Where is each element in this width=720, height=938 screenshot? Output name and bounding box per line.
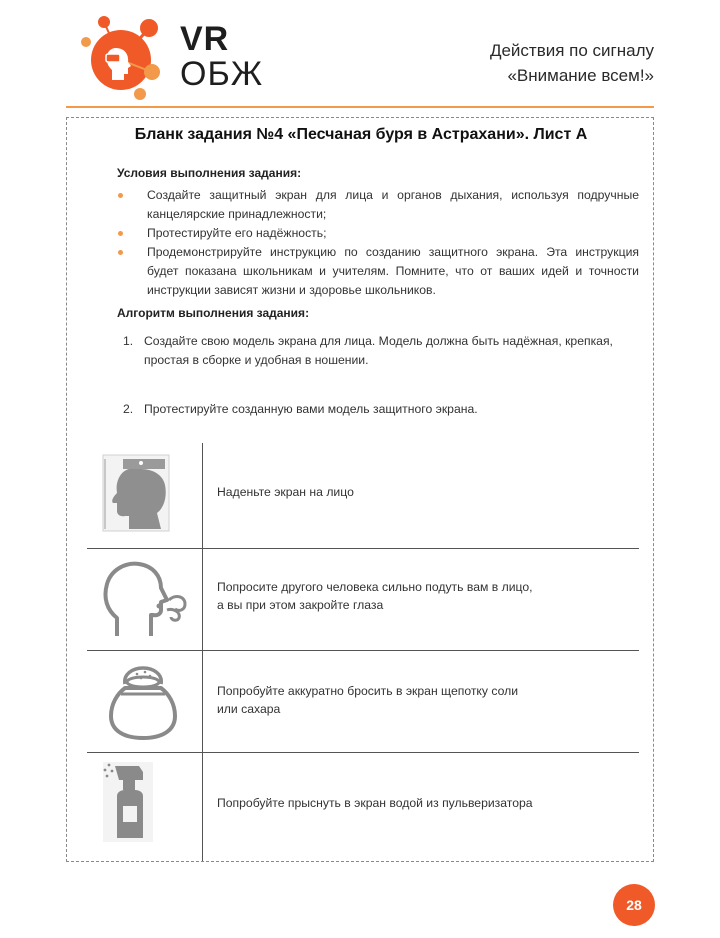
- algorithm-step: [123, 332, 623, 370]
- row-instruction-text: [217, 483, 617, 501]
- conditions-label: Условия выполнения задания:: [117, 166, 302, 180]
- row-instruction-text: [217, 682, 617, 718]
- step-text: Создайте свою модель экрана для лица. Модель должна быть надёжная, крепкая, простая в сборке и удобная в ношении.: [144, 334, 613, 367]
- logo-wordmark: [180, 22, 263, 92]
- vr-obzh-logo-icon: [66, 10, 166, 105]
- logo-line2: ОБЖ: [180, 55, 264, 93]
- row-text-line: а вы при этом закройте глаза: [217, 598, 384, 612]
- row-text-line: Попробуйте аккуратно бросить в экран щепотку соли: [217, 684, 519, 698]
- salt-pouch-icon: [95, 656, 191, 746]
- row-text-line: Попробуйте прыснуть в экран водой из пульверизатора: [217, 796, 533, 810]
- table-row: [67, 548, 655, 650]
- header-title: [490, 38, 654, 88]
- task-sheet-frame: [66, 117, 654, 862]
- logo-line1: VR: [180, 20, 230, 58]
- row-text-line: Наденьте экран на лицо: [217, 485, 354, 499]
- page-number-badge: 28: [613, 884, 655, 926]
- step-text: Протестируйте созданную вами модель защитного экрана.: [144, 402, 478, 416]
- page-header: [0, 0, 720, 110]
- table-row: [67, 443, 655, 548]
- spray-bottle-icon: [95, 756, 191, 846]
- header-title-line1: Действия по сигналу: [489, 41, 654, 60]
- table-row: [67, 650, 655, 752]
- condition-item: Протестируйте его надёжность;: [115, 224, 639, 243]
- row-text-line: или сахара: [217, 702, 281, 716]
- row-text-line: Попросите другого человека сильно подуть вам в лицо,: [217, 580, 533, 594]
- sheet-title: Бланк задания №4 «Песчаная буря в Астрахани». Лист А: [134, 126, 588, 143]
- algorithm-step: [123, 400, 623, 419]
- algorithm-label: Алгоритм выполнения задания:: [117, 306, 310, 320]
- step-number: 1.: [123, 334, 134, 348]
- table-row: [67, 752, 655, 861]
- row-instruction-text: [217, 578, 617, 614]
- header-title-line2: «Внимание всем!»: [507, 66, 654, 85]
- face-shield-icon: [95, 449, 191, 539]
- row-instruction-text: [217, 794, 617, 812]
- condition-item: Создайте защитный экран для лица и органов дыхания, используя подручные канцелярские принадлежности;: [115, 186, 639, 224]
- condition-item: Продемонстрируйте инструкцию по созданию защитного экрана. Эта инструкция будет показана школьникам и учителям. Помните, что от ваших идей и точности инструкции зависят жизни и здоровье школьников.: [115, 243, 639, 300]
- test-instructions-table: [67, 443, 655, 861]
- blowing-face-icon: [95, 554, 191, 644]
- header-divider: [66, 106, 654, 108]
- conditions-list: [115, 186, 639, 300]
- step-number: 2.: [123, 402, 134, 416]
